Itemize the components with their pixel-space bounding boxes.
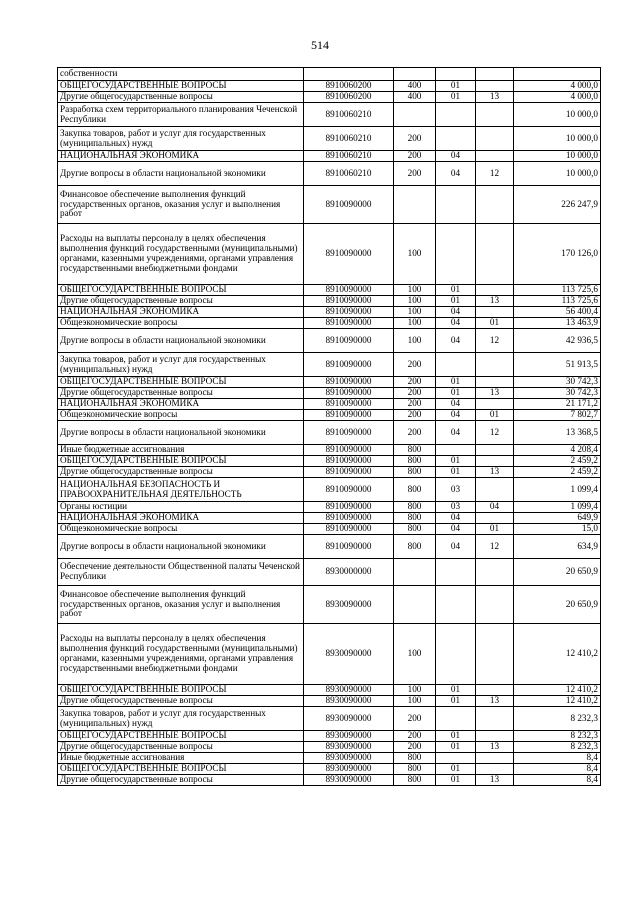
row-subsection-cell — [476, 127, 514, 151]
table-row — [58, 285, 601, 296]
table-row — [58, 68, 601, 81]
row-section-cell — [436, 624, 476, 685]
row-name-cell: НАЦИОНАЛЬНАЯ ЭКОНОМИКА — [58, 513, 304, 524]
row-amount-cell: 30 742,3 — [514, 388, 601, 399]
row-code-cell: 8910090000 — [304, 224, 394, 285]
row-subsection-cell — [476, 81, 514, 92]
row-name-cell: ОБЩЕГОСУДАРСТВЕННЫЕ ВОПРОСЫ — [58, 685, 304, 696]
row-expense-type-cell: 200 — [394, 151, 436, 162]
row-name-cell: Другие общегосударственные вопросы — [58, 775, 304, 786]
row-code-cell: 8910090000 — [304, 329, 394, 353]
row-expense-type-cell: 200 — [394, 410, 436, 421]
row-code-cell: 8910090000 — [304, 524, 394, 535]
row-code-cell: 8930090000 — [304, 775, 394, 786]
row-name-cell: Другие вопросы в области национальной экономики — [58, 535, 304, 559]
row-expense-type-cell: 200 — [394, 742, 436, 753]
row-section-cell — [436, 127, 476, 151]
row-code-cell: 8910060210 — [304, 162, 394, 186]
row-subsection-cell — [476, 685, 514, 696]
row-name-cell: Расходы на выплаты персоналу в целях обеспечения выполнения функций государственными (муниципальными) органами, казенными учреждениями, органами управления государственными внебюджетными фондами — [58, 224, 304, 285]
row-section-cell: 01 — [436, 764, 476, 775]
row-code-cell: 8910090000 — [304, 502, 394, 513]
row-amount-cell: 10 000,0 — [514, 162, 601, 186]
table-row — [58, 103, 601, 127]
row-code-cell: 8910060200 — [304, 81, 394, 92]
row-section-cell: 04 — [436, 399, 476, 410]
row-amount-cell: 10 000,0 — [514, 127, 601, 151]
table-row — [58, 296, 601, 307]
row-amount-cell: 56 400,4 — [514, 307, 601, 318]
row-expense-type-cell: 100 — [394, 224, 436, 285]
table-row — [58, 502, 601, 513]
table-row — [58, 92, 601, 103]
row-subsection-cell: 01 — [476, 318, 514, 329]
row-code-cell: 8930090000 — [304, 764, 394, 775]
row-expense-type-cell: 200 — [394, 162, 436, 186]
row-code-cell: 8910090000 — [304, 388, 394, 399]
row-amount-cell: 30 742,3 — [514, 377, 601, 388]
row-code-cell: 8910090000 — [304, 478, 394, 502]
row-code-cell: 8910090000 — [304, 421, 394, 445]
row-code-cell: 8910090000 — [304, 186, 394, 224]
table-row — [58, 410, 601, 421]
row-subsection-cell — [476, 377, 514, 388]
row-section-cell: 01 — [436, 685, 476, 696]
table-row — [58, 307, 601, 318]
row-amount-cell: 13 368,5 — [514, 421, 601, 445]
row-section-cell: 01 — [436, 696, 476, 707]
row-section-cell: 01 — [436, 81, 476, 92]
row-name-cell: Другие общегосударственные вопросы — [58, 388, 304, 399]
row-section-cell — [436, 559, 476, 586]
row-section-cell — [436, 224, 476, 285]
row-section-cell — [436, 753, 476, 764]
table-row — [58, 513, 601, 524]
table-row — [58, 377, 601, 388]
row-subsection-cell: 13 — [476, 742, 514, 753]
row-section-cell: 04 — [436, 307, 476, 318]
row-amount-cell: 2 459,2 — [514, 467, 601, 478]
row-amount-cell: 2 459,2 — [514, 456, 601, 467]
row-code-cell: 8910090000 — [304, 513, 394, 524]
row-name-cell: ОБЩЕГОСУДАРСТВЕННЫЕ ВОПРОСЫ — [58, 731, 304, 742]
table-row — [58, 224, 601, 285]
row-name-cell: Органы юстиции — [58, 502, 304, 513]
row-name-cell: НАЦИОНАЛЬНАЯ БЕЗОПАСНОСТЬ И ПРАВООХРАНИТЕЛЬНАЯ ДЕЯТЕЛЬНОСТЬ — [58, 478, 304, 502]
row-amount-cell: 12 410,2 — [514, 696, 601, 707]
table-row — [58, 467, 601, 478]
row-subsection-cell: 12 — [476, 421, 514, 445]
row-expense-type-cell — [394, 103, 436, 127]
row-amount-cell: 649,9 — [514, 513, 601, 524]
row-amount-cell: 10 000,0 — [514, 151, 601, 162]
table-row — [58, 753, 601, 764]
row-amount-cell: 42 936,5 — [514, 329, 601, 353]
row-code-cell: 8930090000 — [304, 742, 394, 753]
row-subsection-cell — [476, 764, 514, 775]
table-row — [58, 775, 601, 786]
row-section-cell — [436, 103, 476, 127]
row-name-cell: Другие общегосударственные вопросы — [58, 742, 304, 753]
row-subsection-cell — [476, 285, 514, 296]
row-expense-type-cell — [394, 586, 436, 624]
row-section-cell: 01 — [436, 377, 476, 388]
row-name-cell: ОБЩЕГОСУДАРСТВЕННЫЕ ВОПРОСЫ — [58, 456, 304, 467]
row-amount-cell: 8,4 — [514, 775, 601, 786]
table-row — [58, 685, 601, 696]
row-amount-cell: 20 650,9 — [514, 586, 601, 624]
row-expense-type-cell: 100 — [394, 318, 436, 329]
row-expense-type-cell: 800 — [394, 524, 436, 535]
row-section-cell: 01 — [436, 388, 476, 399]
row-code-cell: 8910090000 — [304, 399, 394, 410]
row-amount-cell: 170 126,0 — [514, 224, 601, 285]
row-expense-type-cell: 800 — [394, 513, 436, 524]
row-subsection-cell: 01 — [476, 410, 514, 421]
row-name-cell: Расходы на выплаты персоналу в целях обеспечения выполнения функций государственными (муниципальными) органами, казенными учреждениями, органами управления государственными внебюджетными фондами — [58, 624, 304, 685]
row-code-cell: 8910090000 — [304, 307, 394, 318]
row-name-cell: НАЦИОНАЛЬНАЯ ЭКОНОМИКА — [58, 399, 304, 410]
row-section-cell: 04 — [436, 524, 476, 535]
row-subsection-cell — [476, 707, 514, 731]
row-amount-cell: 1 099,4 — [514, 502, 601, 513]
row-expense-type-cell: 100 — [394, 285, 436, 296]
row-code-cell: 8930090000 — [304, 624, 394, 685]
row-subsection-cell: 04 — [476, 502, 514, 513]
table-row — [58, 353, 601, 377]
row-subsection-cell: 13 — [476, 296, 514, 307]
row-expense-type-cell: 200 — [394, 731, 436, 742]
row-name-cell: Закупка товаров, работ и услуг для государственных (муниципальных) нужд — [58, 707, 304, 731]
row-section-cell — [436, 353, 476, 377]
row-code-cell: 8930090000 — [304, 707, 394, 731]
row-amount-cell: 51 913,5 — [514, 353, 601, 377]
table-row — [58, 81, 601, 92]
row-name-cell: Общеэкономические вопросы — [58, 410, 304, 421]
row-subsection-cell — [476, 399, 514, 410]
table-row — [58, 421, 601, 445]
table-row — [58, 478, 601, 502]
table-row — [58, 151, 601, 162]
row-code-cell: 8910090000 — [304, 445, 394, 456]
row-amount-cell: 8 232,3 — [514, 731, 601, 742]
row-amount-cell: 7 802,7 — [514, 410, 601, 421]
row-amount-cell: 113 725,6 — [514, 296, 601, 307]
table-row — [58, 624, 601, 685]
row-expense-type-cell: 800 — [394, 502, 436, 513]
row-name-cell: Другие общегосударственные вопросы — [58, 467, 304, 478]
row-section-cell: 04 — [436, 513, 476, 524]
row-code-cell: 8930090000 — [304, 586, 394, 624]
row-code-cell: 8910090000 — [304, 296, 394, 307]
row-section-cell: 01 — [436, 742, 476, 753]
row-code-cell — [304, 68, 394, 81]
row-subsection-cell: 01 — [476, 524, 514, 535]
table-row — [58, 399, 601, 410]
row-name-cell: ОБЩЕГОСУДАРСТВЕННЫЕ ВОПРОСЫ — [58, 81, 304, 92]
table-row — [58, 731, 601, 742]
row-amount-cell: 10 000,0 — [514, 103, 601, 127]
row-section-cell: 01 — [436, 296, 476, 307]
row-expense-type-cell — [394, 68, 436, 81]
row-name-cell: Иные бюджетные ассигнования — [58, 753, 304, 764]
row-expense-type-cell — [394, 186, 436, 224]
row-section-cell: 01 — [436, 456, 476, 467]
row-subsection-cell — [476, 307, 514, 318]
row-code-cell: 8910090000 — [304, 353, 394, 377]
row-subsection-cell — [476, 68, 514, 81]
row-expense-type-cell: 800 — [394, 445, 436, 456]
table-row — [58, 742, 601, 753]
table-row — [58, 329, 601, 353]
row-expense-type-cell: 200 — [394, 353, 436, 377]
row-expense-type-cell: 800 — [394, 535, 436, 559]
row-code-cell: 8910090000 — [304, 318, 394, 329]
row-section-cell — [436, 586, 476, 624]
row-section-cell: 03 — [436, 478, 476, 502]
row-section-cell — [436, 68, 476, 81]
table-row — [58, 388, 601, 399]
row-expense-type-cell: 100 — [394, 685, 436, 696]
row-expense-type-cell: 800 — [394, 467, 436, 478]
row-subsection-cell: 13 — [476, 92, 514, 103]
row-code-cell: 8910090000 — [304, 410, 394, 421]
row-name-cell: Общеэкономические вопросы — [58, 318, 304, 329]
row-amount-cell: 21 171,2 — [514, 399, 601, 410]
row-amount-cell: 1 099,4 — [514, 478, 601, 502]
row-code-cell: 8910090000 — [304, 467, 394, 478]
row-expense-type-cell: 200 — [394, 421, 436, 445]
row-name-cell: Иные бюджетные ассигнования — [58, 445, 304, 456]
row-name-cell: ОБЩЕГОСУДАРСТВЕННЫЕ ВОПРОСЫ — [58, 285, 304, 296]
row-amount-cell: 8,4 — [514, 753, 601, 764]
row-code-cell: 8910090000 — [304, 535, 394, 559]
table-row — [58, 456, 601, 467]
row-amount-cell: 4 208,4 — [514, 445, 601, 456]
row-subsection-cell — [476, 731, 514, 742]
row-code-cell: 8910090000 — [304, 285, 394, 296]
row-name-cell: НАЦИОНАЛЬНАЯ ЭКОНОМИКА — [58, 151, 304, 162]
row-amount-cell: 13 463,9 — [514, 318, 601, 329]
table-row — [58, 535, 601, 559]
row-subsection-cell — [476, 353, 514, 377]
row-code-cell: 8910060210 — [304, 127, 394, 151]
row-section-cell: 03 — [436, 502, 476, 513]
page-number: 514 — [311, 38, 329, 52]
row-name-cell: Разработка схем территориального планирования Чеченской Республики — [58, 103, 304, 127]
table-row — [58, 764, 601, 775]
row-code-cell: 8930090000 — [304, 696, 394, 707]
row-subsection-cell: 13 — [476, 696, 514, 707]
row-subsection-cell — [476, 624, 514, 685]
row-name-cell: НАЦИОНАЛЬНАЯ ЭКОНОМИКА — [58, 307, 304, 318]
row-section-cell: 04 — [436, 329, 476, 353]
row-amount-cell: 8 232,3 — [514, 742, 601, 753]
row-expense-type-cell: 100 — [394, 307, 436, 318]
row-section-cell: 04 — [436, 151, 476, 162]
row-code-cell: 8930090000 — [304, 685, 394, 696]
row-subsection-cell: 12 — [476, 329, 514, 353]
row-code-cell: 8930000000 — [304, 559, 394, 586]
table-row — [58, 707, 601, 731]
row-amount-cell: 4 000,0 — [514, 92, 601, 103]
row-name-cell: Закупка товаров, работ и услуг для государственных (муниципальных) нужд — [58, 127, 304, 151]
row-subsection-cell — [476, 478, 514, 502]
row-section-cell: 04 — [436, 162, 476, 186]
row-code-cell: 8910090000 — [304, 456, 394, 467]
table-row — [58, 186, 601, 224]
row-name-cell: Обеспечение деятельности Общественной палаты Чеченской Республики — [58, 559, 304, 586]
row-expense-type-cell: 200 — [394, 127, 436, 151]
row-expense-type-cell: 100 — [394, 696, 436, 707]
row-section-cell — [436, 445, 476, 456]
row-expense-type-cell: 800 — [394, 456, 436, 467]
row-subsection-cell: 12 — [476, 162, 514, 186]
row-subsection-cell — [476, 224, 514, 285]
row-name-cell: Финансовое обеспечение выполнения функций государственных органов, оказания услуг и выполнения работ — [58, 186, 304, 224]
row-expense-type-cell: 200 — [394, 377, 436, 388]
row-amount-cell: 8,4 — [514, 764, 601, 775]
row-expense-type-cell: 400 — [394, 81, 436, 92]
table-row — [58, 696, 601, 707]
row-subsection-cell — [476, 559, 514, 586]
row-expense-type-cell: 100 — [394, 329, 436, 353]
row-expense-type-cell: 800 — [394, 764, 436, 775]
table-row — [58, 524, 601, 535]
row-name-cell: Другие общегосударственные вопросы — [58, 696, 304, 707]
table-row — [58, 127, 601, 151]
row-expense-type-cell — [394, 559, 436, 586]
row-expense-type-cell: 800 — [394, 775, 436, 786]
row-section-cell: 01 — [436, 285, 476, 296]
row-amount-cell: 12 410,2 — [514, 685, 601, 696]
row-name-cell: Другие общегосударственные вопросы — [58, 296, 304, 307]
row-name-cell: Общеэкономические вопросы — [58, 524, 304, 535]
table-row — [58, 586, 601, 624]
row-name-cell: Другие вопросы в области национальной экономики — [58, 421, 304, 445]
row-subsection-cell: 13 — [476, 388, 514, 399]
row-subsection-cell — [476, 151, 514, 162]
row-subsection-cell: 12 — [476, 535, 514, 559]
row-name-cell: Закупка товаров, работ и услуг для государственных (муниципальных) нужд — [58, 353, 304, 377]
row-expense-type-cell: 400 — [394, 92, 436, 103]
row-subsection-cell — [476, 103, 514, 127]
row-expense-type-cell: 800 — [394, 478, 436, 502]
row-section-cell: 04 — [436, 318, 476, 329]
row-section-cell: 04 — [436, 410, 476, 421]
row-subsection-cell — [476, 456, 514, 467]
row-subsection-cell — [476, 753, 514, 764]
row-subsection-cell — [476, 445, 514, 456]
table-row — [58, 445, 601, 456]
row-subsection-cell: 13 — [476, 467, 514, 478]
row-subsection-cell — [476, 586, 514, 624]
budget-table-body — [58, 68, 601, 786]
row-expense-type-cell: 800 — [394, 753, 436, 764]
row-subsection-cell — [476, 513, 514, 524]
row-amount-cell: 634,9 — [514, 535, 601, 559]
row-section-cell: 01 — [436, 92, 476, 103]
row-section-cell: 04 — [436, 421, 476, 445]
row-amount-cell: 8 232,3 — [514, 707, 601, 731]
row-name-cell: ОБЩЕГОСУДАРСТВЕННЫЕ ВОПРОСЫ — [58, 764, 304, 775]
row-section-cell — [436, 186, 476, 224]
row-name-cell: собственности — [58, 68, 304, 81]
row-code-cell: 8930090000 — [304, 753, 394, 764]
row-section-cell: 01 — [436, 467, 476, 478]
row-code-cell: 8910060210 — [304, 151, 394, 162]
row-amount-cell: 113 725,6 — [514, 285, 601, 296]
table-row — [58, 559, 601, 586]
table-row — [58, 318, 601, 329]
row-amount-cell — [514, 68, 601, 81]
row-name-cell: Другие вопросы в области национальной экономики — [58, 162, 304, 186]
row-expense-type-cell: 200 — [394, 388, 436, 399]
row-amount-cell: 12 410,2 — [514, 624, 601, 685]
row-section-cell: 01 — [436, 731, 476, 742]
row-subsection-cell: 13 — [476, 775, 514, 786]
row-code-cell: 8910060210 — [304, 103, 394, 127]
row-code-cell: 8910090000 — [304, 377, 394, 388]
row-expense-type-cell: 200 — [394, 707, 436, 731]
row-code-cell: 8930090000 — [304, 731, 394, 742]
row-name-cell: Финансовое обеспечение выполнения функций государственных органов, оказания услуг и выполнения работ — [58, 586, 304, 624]
row-amount-cell: 15,0 — [514, 524, 601, 535]
row-amount-cell: 20 650,9 — [514, 559, 601, 586]
row-amount-cell: 4 000,0 — [514, 81, 601, 92]
row-section-cell — [436, 707, 476, 731]
row-subsection-cell — [476, 186, 514, 224]
row-name-cell: Другие вопросы в области национальной экономики — [58, 329, 304, 353]
budget-table — [57, 67, 601, 786]
row-expense-type-cell: 100 — [394, 296, 436, 307]
row-expense-type-cell: 100 — [394, 624, 436, 685]
row-code-cell: 8910060200 — [304, 92, 394, 103]
row-section-cell: 01 — [436, 775, 476, 786]
row-amount-cell: 226 247,9 — [514, 186, 601, 224]
table-row — [58, 162, 601, 186]
row-section-cell: 04 — [436, 535, 476, 559]
row-name-cell: Другие общегосударственные вопросы — [58, 92, 304, 103]
row-name-cell: ОБЩЕГОСУДАРСТВЕННЫЕ ВОПРОСЫ — [58, 377, 304, 388]
row-expense-type-cell: 200 — [394, 399, 436, 410]
